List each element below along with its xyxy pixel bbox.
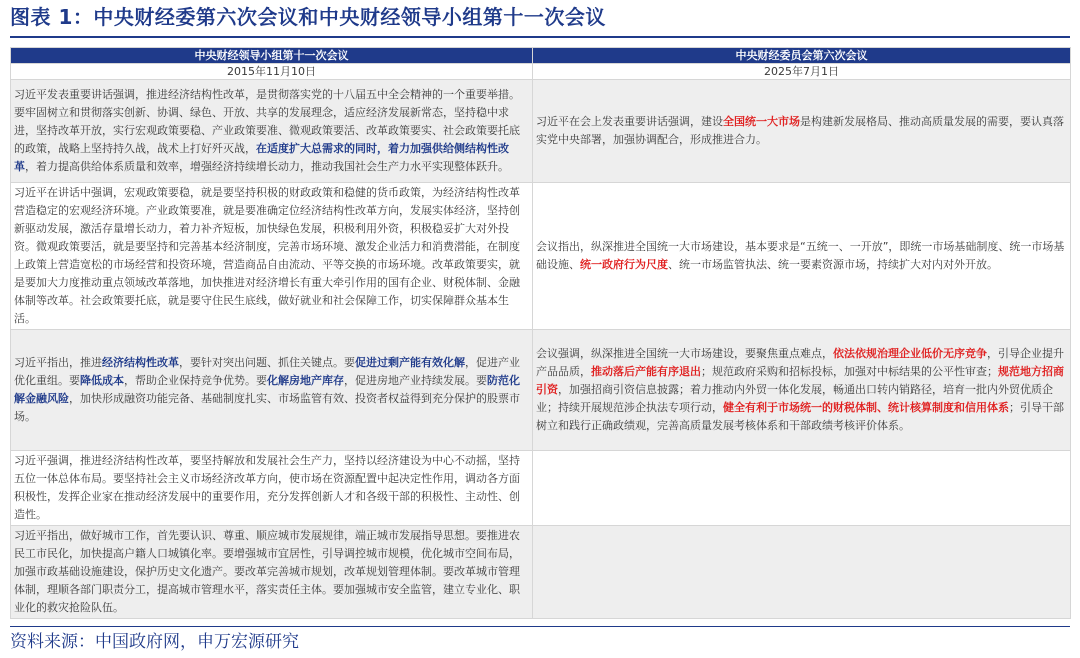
left-column-header: 中央财经领导小组第十一次会议 [11, 48, 533, 64]
text-segment: ，促进房地产业持续发展。要 [344, 374, 487, 387]
left-date: 2015年11月10日 [11, 64, 533, 80]
left-cell [11, 451, 533, 526]
text-segment: ，促进产业优化重组。要 [14, 356, 520, 387]
text-segment: 是构建新发展格局、推动高质量发展的需要，要认真落实党中央部署，加强协调配合，形成推进合力。 [536, 115, 1064, 146]
source-note: 资料来源：中国政府网，申万宏源研究 [10, 632, 299, 652]
source-divider [10, 626, 1070, 627]
text-segment: 习近平强调，推进经济结构性改革，要坚持解放和发展社会生产力，坚持以经济建设为中心不动摇，坚持五位一体总体布局。要坚持社会主义市场经济改革方向，使市场在资源配置中起决定性作用，调动各方面积极性，发挥企业家在推动经济发展中的重要作用，充分发挥创新人才和各级干部的积极性、主动性、创造性。 [14, 454, 520, 521]
table-row [11, 330, 1071, 451]
right-cell [533, 330, 1071, 451]
highlighted-text: 依法依规治理企业低价无序竞争 [833, 347, 987, 360]
text-segment: ；规范政府采购和招标投标，加强对中标结果的公平性审查； [701, 365, 998, 378]
left-cell [11, 526, 533, 619]
table-row [11, 451, 1071, 526]
text-segment: 会议指出，纵深推进全国统一大市场建设，基本要求是“五统一、一开放”，即统一市场基础制度、统一市场基础设施、 [536, 240, 1065, 271]
highlighted-text: 规范地方招商引资 [536, 365, 1064, 396]
left-cell [11, 80, 533, 183]
left-cell [11, 183, 533, 330]
highlighted-text: 化解房地产库存 [267, 374, 344, 387]
title-underline [10, 36, 1070, 38]
table-row [11, 80, 1071, 183]
highlighted-text: 降低成本 [80, 374, 124, 387]
text-segment: ，引导企业提升产品品质， [536, 347, 1064, 378]
text-segment: ，要针对突出问题、抓住关键点。要 [179, 356, 355, 369]
text-segment: 、统一市场监管执法、统一要素资源市场，持续扩大对内对外开放。 [668, 258, 998, 271]
left-cell [11, 330, 533, 451]
highlighted-text: 健全有利于市场统一的财税体制、统计核算制度和信用体系 [723, 401, 1009, 414]
highlighted-text: 推动落后产能有序退出 [591, 365, 701, 378]
text-segment: ，加强招商引资信息披露；着力推动内外贸一体化发展，畅通出口转内销路径，培育一批内外贸优质企业；持续开展规范涉企执法专项行动， [536, 383, 1053, 414]
page-title: 图表 1：中央财经委第六次会议和中央财经领导小组第十一次会议 [10, 5, 606, 29]
text-segment: 习近平发表重要讲话强调，推进经济结构性改革，是贯彻落实党的十八届五中全会精神的一个重要举措。要牢固树立和贯彻落实创新、协调、绿色、开放、共享的发展理念，适应经济发展新常态，坚持稳中求进，坚持改革开放，实行宏观政策要稳、产业政策要准、微观政策要活、改革政策要实、社会政策要托底的政策，战略上坚持持久战，战术上打好歼灭战， [14, 88, 520, 155]
highlighted-text: 在适度扩大总需求的同时，着力加强供给侧结构性改革 [14, 142, 509, 173]
right-cell [533, 451, 1071, 526]
right-cell [533, 183, 1071, 330]
text-segment: ，帮助企业保持竞争优势。要 [124, 374, 267, 387]
text-segment: ；引导干部树立和践行正确政绩观，完善高质量发展考核体系和干部政绩考核评价体系。 [536, 401, 1064, 432]
text-segment: 习近平在讲话中强调，宏观政策要稳，就是要坚持积极的财政政策和稳健的货币政策，为经济结构性改革营造稳定的宏观经济环境。产业政策要准，就是要准确定位经济结构性改革方向，发展实体经济，坚持创新驱动发展，激活存量增长动力，着力补齐短板，加快绿色发展，积极利用外资，积极稳妥扩大对外投资。微观政策要活，就是要坚持和完善基本经济制度，完善市场环境、激发企业活力和消费潜能，在制度上政策上营造宽松的市场经营和投资环境，营造商品自由流动、平等交换的市场环境。改革政策要实，就是要加大力度推动重点领域改革落地，加快推进对经济增长有重大牵引作用的国有企业、财税体制、金融体制等改革。社会政策要托底，就是要守住民生底线，做好就业和社会保障工作，切实保障群众基本生活。 [14, 186, 520, 325]
highlighted-text: 促进过剩产能有效化解 [355, 356, 465, 369]
text-segment: 习近平指出，做好城市工作，首先要认识、尊重、顺应城市发展规律，端正城市发展指导思想。要推进农民工市民化，加快提高户籍人口城镇化率。要增强城市宜居性，引导调控城市规模，优化城市空间布局，加强市政基础设施建设，保护历史文化遗产。要改革完善城市规划，改革规划管理体制。要改革城市管理体制，理顺各部门职责分工，提高城市管理水平，落实责任主体。要加强城市安全监管，建立专业化、职业化的救灾抢险队伍。 [14, 529, 520, 614]
highlighted-text: 全国统一大市场 [723, 115, 800, 128]
highlighted-text: 防范化解金融风险 [14, 374, 520, 405]
right-column-header: 中央财经委员会第六次会议 [533, 48, 1071, 64]
text-segment: ，着力提高供给体系质量和效率，增强经济持续增长动力，推动我国社会生产力水平实现整体跃升。 [25, 160, 509, 173]
text-segment: 习近平指出，推进 [14, 356, 102, 369]
table-row [11, 526, 1071, 619]
text-segment: 习近平在会上发表重要讲话强调，建设 [536, 115, 723, 128]
right-cell [533, 80, 1071, 183]
right-cell [533, 526, 1071, 619]
table-header-row [11, 48, 1071, 64]
table-row [11, 183, 1071, 330]
highlighted-text: 统一政府行为尺度 [580, 258, 668, 271]
comparison-table [10, 47, 1071, 619]
text-segment: 会议强调，纵深推进全国统一大市场建设，要聚焦重点难点， [536, 347, 833, 360]
highlighted-text: 经济结构性改革 [102, 356, 179, 369]
date-row [11, 64, 1071, 80]
text-segment: ，加快形成融资功能完备、基础制度扎实、市场监管有效、投资者权益得到充分保护的股票市场。 [14, 392, 520, 423]
right-date: 2025年7月1日 [533, 64, 1071, 80]
